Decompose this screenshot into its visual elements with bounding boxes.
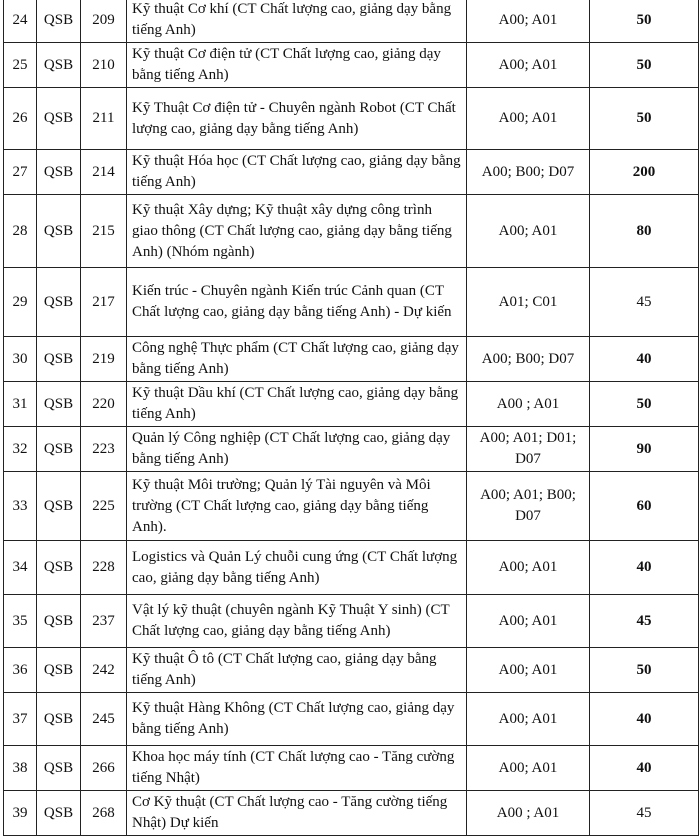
major-name: Kỹ thuật Ô tô (CT Chất lượng cao, giảng dạy bằng tiếng Anh): [127, 648, 467, 693]
row-index: 30: [4, 337, 37, 382]
row-index: 36: [4, 648, 37, 693]
subject-combination: A00; A01: [467, 595, 590, 648]
table-row: [4, 693, 699, 746]
major-name: Kỹ Thuật Cơ điện tử - Chuyên ngành Robot (CT Chất lượng cao, giảng dạy bằng tiếng Anh): [127, 88, 467, 150]
school-code: QSB: [37, 693, 81, 746]
table-row: [4, 791, 699, 836]
table-row: [4, 337, 699, 382]
major-name: Logistics và Quản Lý chuỗi cung ứng (CT Chất lượng cao, giảng dạy bằng tiếng Anh): [127, 541, 467, 595]
quota: 50: [590, 382, 699, 427]
row-index: 38: [4, 746, 37, 791]
row-index: 26: [4, 88, 37, 150]
major-code: 211: [81, 88, 127, 150]
quota: 45: [590, 595, 699, 648]
major-code: 228: [81, 541, 127, 595]
quota: 45: [590, 791, 699, 836]
major-name: Kỹ thuật Hàng Không (CT Chất lượng cao, giảng dạy bằng tiếng Anh): [127, 693, 467, 746]
quota: 90: [590, 427, 699, 472]
quota: 40: [590, 337, 699, 382]
table-row: [4, 541, 699, 595]
table-row: [4, 472, 699, 541]
quota: 50: [590, 0, 699, 43]
quota: 50: [590, 43, 699, 88]
major-name: Khoa học máy tính (CT Chất lượng cao - Tăng cường tiếng Nhật): [127, 746, 467, 791]
major-code: 220: [81, 382, 127, 427]
quota: 40: [590, 746, 699, 791]
subject-combination: A00; A01: [467, 195, 590, 268]
major-name: Kỹ thuật Môi trường; Quản lý Tài nguyên và Môi trường (CT Chất lượng cao, giảng dạy bằng tiếng Anh).: [127, 472, 467, 541]
major-code: 245: [81, 693, 127, 746]
quota: 40: [590, 693, 699, 746]
row-index: 31: [4, 382, 37, 427]
school-code: QSB: [37, 0, 81, 43]
row-index: 39: [4, 791, 37, 836]
major-name: Kỹ thuật Cơ điện tử (CT Chất lượng cao, giảng dạy bằng tiếng Anh): [127, 43, 467, 88]
major-name: Kỹ thuật Cơ khí (CT Chất lượng cao, giảng dạy bằng tiếng Anh): [127, 0, 467, 43]
major-code: 210: [81, 43, 127, 88]
table-row: [4, 382, 699, 427]
subject-combination: A00; A01: [467, 43, 590, 88]
table-row: [4, 195, 699, 268]
row-index: 37: [4, 693, 37, 746]
table-row: [4, 595, 699, 648]
quota: 200: [590, 150, 699, 195]
major-code: 214: [81, 150, 127, 195]
admissions-table: [3, 0, 699, 836]
subject-combination: A00 ; A01: [467, 791, 590, 836]
quota: 45: [590, 268, 699, 337]
major-code: 237: [81, 595, 127, 648]
table-row: [4, 746, 699, 791]
row-index: 28: [4, 195, 37, 268]
school-code: QSB: [37, 427, 81, 472]
subject-combination: A00; A01: [467, 541, 590, 595]
subject-combination: A00 ; A01: [467, 382, 590, 427]
row-index: 25: [4, 43, 37, 88]
subject-combination: A00; A01: [467, 648, 590, 693]
subject-combination: A01; C01: [467, 268, 590, 337]
table-body: [4, 0, 699, 836]
subject-combination: A00; A01; B00; D07: [467, 472, 590, 541]
subject-combination: A00; B00; D07: [467, 150, 590, 195]
major-name: Kỹ thuật Xây dựng; Kỹ thuật xây dựng công trình giao thông (CT Chất lượng cao, giảng dạy bằng tiếng Anh) (Nhóm ngành): [127, 195, 467, 268]
school-code: QSB: [37, 195, 81, 268]
school-code: QSB: [37, 337, 81, 382]
major-name: Kỹ thuật Hóa học (CT Chất lượng cao, giảng dạy bằng tiếng Anh): [127, 150, 467, 195]
major-name: Công nghệ Thực phẩm (CT Chất lượng cao, giảng dạy bằng tiếng Anh): [127, 337, 467, 382]
school-code: QSB: [37, 43, 81, 88]
major-code: 219: [81, 337, 127, 382]
major-name: Quản lý Công nghiệp (CT Chất lượng cao, giảng dạy bằng tiếng Anh): [127, 427, 467, 472]
subject-combination: A00; A01; D01; D07: [467, 427, 590, 472]
row-index: 24: [4, 0, 37, 43]
quota: 80: [590, 195, 699, 268]
subject-combination: A00; B00; D07: [467, 337, 590, 382]
table-row: [4, 268, 699, 337]
school-code: QSB: [37, 150, 81, 195]
table-row: [4, 43, 699, 88]
school-code: QSB: [37, 268, 81, 337]
school-code: QSB: [37, 472, 81, 541]
school-code: QSB: [37, 88, 81, 150]
school-code: QSB: [37, 382, 81, 427]
school-code: QSB: [37, 595, 81, 648]
school-code: QSB: [37, 746, 81, 791]
major-code: 209: [81, 0, 127, 43]
table-row: [4, 648, 699, 693]
major-name: Kỹ thuật Dầu khí (CT Chất lượng cao, giảng dạy bằng tiếng Anh): [127, 382, 467, 427]
major-code: 223: [81, 427, 127, 472]
table-row: [4, 0, 699, 43]
row-index: 34: [4, 541, 37, 595]
major-name: Vật lý kỹ thuật (chuyên ngành Kỹ Thuật Y sinh) (CT Chất lượng cao, giảng dạy bằng tiếng Anh): [127, 595, 467, 648]
row-index: 33: [4, 472, 37, 541]
subject-combination: A00; A01: [467, 88, 590, 150]
major-code: 217: [81, 268, 127, 337]
subject-combination: A00; A01: [467, 693, 590, 746]
major-code: 215: [81, 195, 127, 268]
table-row: [4, 427, 699, 472]
school-code: QSB: [37, 648, 81, 693]
subject-combination: A00; A01: [467, 0, 590, 43]
major-code: 225: [81, 472, 127, 541]
major-code: 268: [81, 791, 127, 836]
school-code: QSB: [37, 541, 81, 595]
major-name: Kiến trúc - Chuyên ngành Kiến trúc Cảnh quan (CT Chất lượng cao, giảng dạy bằng tiếng Anh) - Dự kiến: [127, 268, 467, 337]
major-name: Cơ Kỹ thuật (CT Chất lượng cao - Tăng cường tiếng Nhật) Dự kiến: [127, 791, 467, 836]
major-code: 266: [81, 746, 127, 791]
quota: 40: [590, 541, 699, 595]
major-code: 242: [81, 648, 127, 693]
school-code: QSB: [37, 791, 81, 836]
quota: 60: [590, 472, 699, 541]
quota: 50: [590, 648, 699, 693]
row-index: 27: [4, 150, 37, 195]
row-index: 29: [4, 268, 37, 337]
table-row: [4, 150, 699, 195]
row-index: 32: [4, 427, 37, 472]
row-index: 35: [4, 595, 37, 648]
subject-combination: A00; A01: [467, 746, 590, 791]
table-row: [4, 88, 699, 150]
quota: 50: [590, 88, 699, 150]
